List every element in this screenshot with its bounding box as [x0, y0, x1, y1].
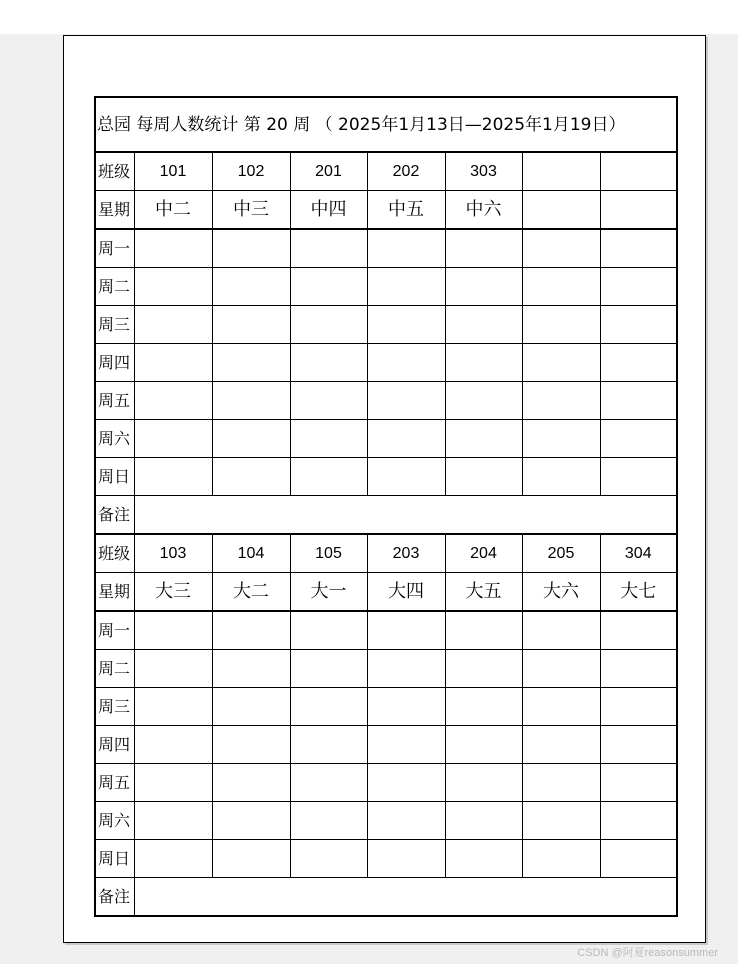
count-cell[interactable]	[290, 726, 367, 764]
count-cell[interactable]	[522, 268, 600, 306]
day-label: 周四	[95, 344, 134, 382]
remarks-row	[95, 496, 677, 535]
remarks-label: 备注	[95, 878, 134, 917]
weekday-label: 星期	[95, 191, 134, 230]
class-label: 班级	[95, 152, 134, 191]
class-number: 103	[134, 534, 212, 573]
day-label: 周三	[95, 306, 134, 344]
count-cell[interactable]	[445, 764, 522, 802]
count-cell[interactable]	[445, 840, 522, 878]
count-cell[interactable]	[522, 840, 600, 878]
day-row	[95, 268, 677, 306]
count-cell[interactable]	[367, 764, 445, 802]
count-cell[interactable]	[445, 382, 522, 420]
day-label: 周二	[95, 268, 134, 306]
count-cell[interactable]	[367, 726, 445, 764]
count-cell[interactable]	[445, 611, 522, 650]
count-cell[interactable]	[290, 268, 367, 306]
day-row	[95, 726, 677, 764]
count-cell[interactable]	[445, 688, 522, 726]
count-cell[interactable]	[134, 726, 212, 764]
count-cell[interactable]	[212, 840, 290, 878]
count-cell[interactable]	[600, 420, 677, 458]
remarks-label: 备注	[95, 496, 134, 535]
count-cell[interactable]	[600, 726, 677, 764]
grade-name: 大四	[367, 573, 445, 612]
count-cell[interactable]	[522, 726, 600, 764]
count-cell[interactable]	[600, 229, 677, 268]
day-label: 周三	[95, 688, 134, 726]
class-number: 105	[290, 534, 367, 573]
count-cell[interactable]	[445, 420, 522, 458]
grade-name: 大七	[600, 573, 677, 612]
count-cell[interactable]	[290, 611, 367, 650]
count-cell[interactable]	[522, 344, 600, 382]
count-cell[interactable]	[290, 306, 367, 344]
day-label: 周一	[95, 611, 134, 650]
count-cell[interactable]	[367, 268, 445, 306]
count-cell[interactable]	[522, 688, 600, 726]
day-label: 周六	[95, 420, 134, 458]
count-cell[interactable]	[290, 650, 367, 688]
class-row	[95, 534, 677, 573]
day-row	[95, 611, 677, 650]
count-cell[interactable]	[134, 458, 212, 496]
sheet-title: 总园 每周人数统计 第 20 周 （ 2025年1月13日—2025年1月19日）	[95, 97, 677, 152]
count-cell[interactable]	[367, 458, 445, 496]
count-cell[interactable]	[445, 650, 522, 688]
count-cell[interactable]	[445, 802, 522, 840]
count-cell[interactable]	[522, 458, 600, 496]
class-number: 203	[367, 534, 445, 573]
count-cell[interactable]	[600, 268, 677, 306]
weekday-grade-row	[95, 573, 677, 612]
count-cell[interactable]	[290, 688, 367, 726]
count-cell[interactable]	[600, 306, 677, 344]
day-row	[95, 420, 677, 458]
watermark: CSDN @阿夏reasonsummer	[577, 947, 718, 959]
class-number: 101	[134, 152, 212, 191]
count-cell[interactable]	[290, 229, 367, 268]
count-cell[interactable]	[600, 650, 677, 688]
day-label: 周五	[95, 764, 134, 802]
count-cell[interactable]	[134, 344, 212, 382]
count-cell[interactable]	[522, 802, 600, 840]
grade-name	[600, 191, 677, 230]
count-cell[interactable]	[290, 344, 367, 382]
count-cell[interactable]	[212, 229, 290, 268]
class-number: 205	[522, 534, 600, 573]
count-cell[interactable]	[290, 420, 367, 458]
day-label: 周一	[95, 229, 134, 268]
count-cell[interactable]	[522, 229, 600, 268]
day-row	[95, 650, 677, 688]
remarks-row	[95, 878, 677, 917]
grade-name: 中四	[290, 191, 367, 230]
weekly-attendance-table	[94, 96, 678, 917]
remarks-cell[interactable]	[134, 496, 677, 535]
count-cell[interactable]	[134, 840, 212, 878]
count-cell[interactable]	[367, 802, 445, 840]
count-cell[interactable]	[367, 306, 445, 344]
count-cell[interactable]	[600, 458, 677, 496]
day-row	[95, 229, 677, 268]
remarks-cell[interactable]	[134, 878, 677, 917]
count-cell[interactable]	[290, 382, 367, 420]
count-cell[interactable]	[367, 650, 445, 688]
count-cell[interactable]	[522, 764, 600, 802]
count-cell[interactable]	[212, 306, 290, 344]
count-cell[interactable]	[212, 764, 290, 802]
day-row	[95, 306, 677, 344]
count-cell[interactable]	[522, 382, 600, 420]
count-cell[interactable]	[212, 650, 290, 688]
count-cell[interactable]	[290, 840, 367, 878]
count-cell[interactable]	[445, 306, 522, 344]
count-cell[interactable]	[212, 382, 290, 420]
count-cell[interactable]	[522, 306, 600, 344]
count-cell[interactable]	[600, 802, 677, 840]
weekday-grade-row	[95, 191, 677, 230]
count-cell[interactable]	[290, 802, 367, 840]
count-cell[interactable]	[212, 688, 290, 726]
day-row	[95, 458, 677, 496]
class-number: 202	[367, 152, 445, 191]
grade-name: 大一	[290, 573, 367, 612]
day-label: 周六	[95, 802, 134, 840]
count-cell[interactable]	[445, 229, 522, 268]
grade-name: 中三	[212, 191, 290, 230]
count-cell[interactable]	[134, 382, 212, 420]
count-cell[interactable]	[134, 688, 212, 726]
count-cell[interactable]	[445, 726, 522, 764]
class-number: 204	[445, 534, 522, 573]
count-cell[interactable]	[600, 382, 677, 420]
grade-name: 大六	[522, 573, 600, 612]
count-cell[interactable]	[600, 611, 677, 650]
count-cell[interactable]	[212, 420, 290, 458]
class-label: 班级	[95, 534, 134, 573]
grade-name: 大五	[445, 573, 522, 612]
class-number: 304	[600, 534, 677, 573]
count-cell[interactable]	[367, 229, 445, 268]
count-cell[interactable]	[212, 344, 290, 382]
count-cell[interactable]	[367, 420, 445, 458]
count-cell[interactable]	[367, 840, 445, 878]
count-cell[interactable]	[445, 344, 522, 382]
day-label: 周日	[95, 458, 134, 496]
class-number: 104	[212, 534, 290, 573]
count-cell[interactable]	[134, 764, 212, 802]
class-number: 102	[212, 152, 290, 191]
grade-name: 中六	[445, 191, 522, 230]
day-label: 周日	[95, 840, 134, 878]
day-label: 周五	[95, 382, 134, 420]
count-cell[interactable]	[134, 420, 212, 458]
class-number	[600, 152, 677, 191]
count-cell[interactable]	[134, 650, 212, 688]
day-row	[95, 344, 677, 382]
class-number: 201	[290, 152, 367, 191]
count-cell[interactable]	[522, 420, 600, 458]
count-cell[interactable]	[367, 688, 445, 726]
class-number: 303	[445, 152, 522, 191]
day-row	[95, 382, 677, 420]
day-row	[95, 688, 677, 726]
count-cell[interactable]	[212, 458, 290, 496]
grade-name: 大三	[134, 573, 212, 612]
count-cell[interactable]	[134, 306, 212, 344]
count-cell[interactable]	[445, 268, 522, 306]
class-number	[522, 152, 600, 191]
grade-name	[522, 191, 600, 230]
count-cell[interactable]	[134, 268, 212, 306]
count-cell[interactable]	[290, 458, 367, 496]
weekday-label: 星期	[95, 573, 134, 612]
day-row	[95, 840, 677, 878]
count-cell[interactable]	[522, 611, 600, 650]
count-cell[interactable]	[134, 611, 212, 650]
count-cell[interactable]	[212, 802, 290, 840]
count-cell[interactable]	[600, 344, 677, 382]
day-row	[95, 764, 677, 802]
day-label: 周二	[95, 650, 134, 688]
day-label: 周四	[95, 726, 134, 764]
title-row	[95, 97, 677, 152]
count-cell[interactable]	[367, 382, 445, 420]
count-cell[interactable]	[134, 802, 212, 840]
count-cell[interactable]	[367, 344, 445, 382]
count-cell[interactable]	[290, 764, 367, 802]
top-band	[0, 0, 738, 34]
grade-name: 大二	[212, 573, 290, 612]
grade-name: 中二	[134, 191, 212, 230]
count-cell[interactable]	[600, 688, 677, 726]
count-cell[interactable]	[212, 268, 290, 306]
count-cell[interactable]	[212, 611, 290, 650]
grade-name: 中五	[367, 191, 445, 230]
count-cell[interactable]	[134, 229, 212, 268]
count-cell[interactable]	[212, 726, 290, 764]
class-row	[95, 152, 677, 191]
count-cell[interactable]	[600, 840, 677, 878]
count-cell[interactable]	[367, 611, 445, 650]
day-row	[95, 802, 677, 840]
count-cell[interactable]	[600, 764, 677, 802]
count-cell[interactable]	[522, 650, 600, 688]
count-cell[interactable]	[445, 458, 522, 496]
